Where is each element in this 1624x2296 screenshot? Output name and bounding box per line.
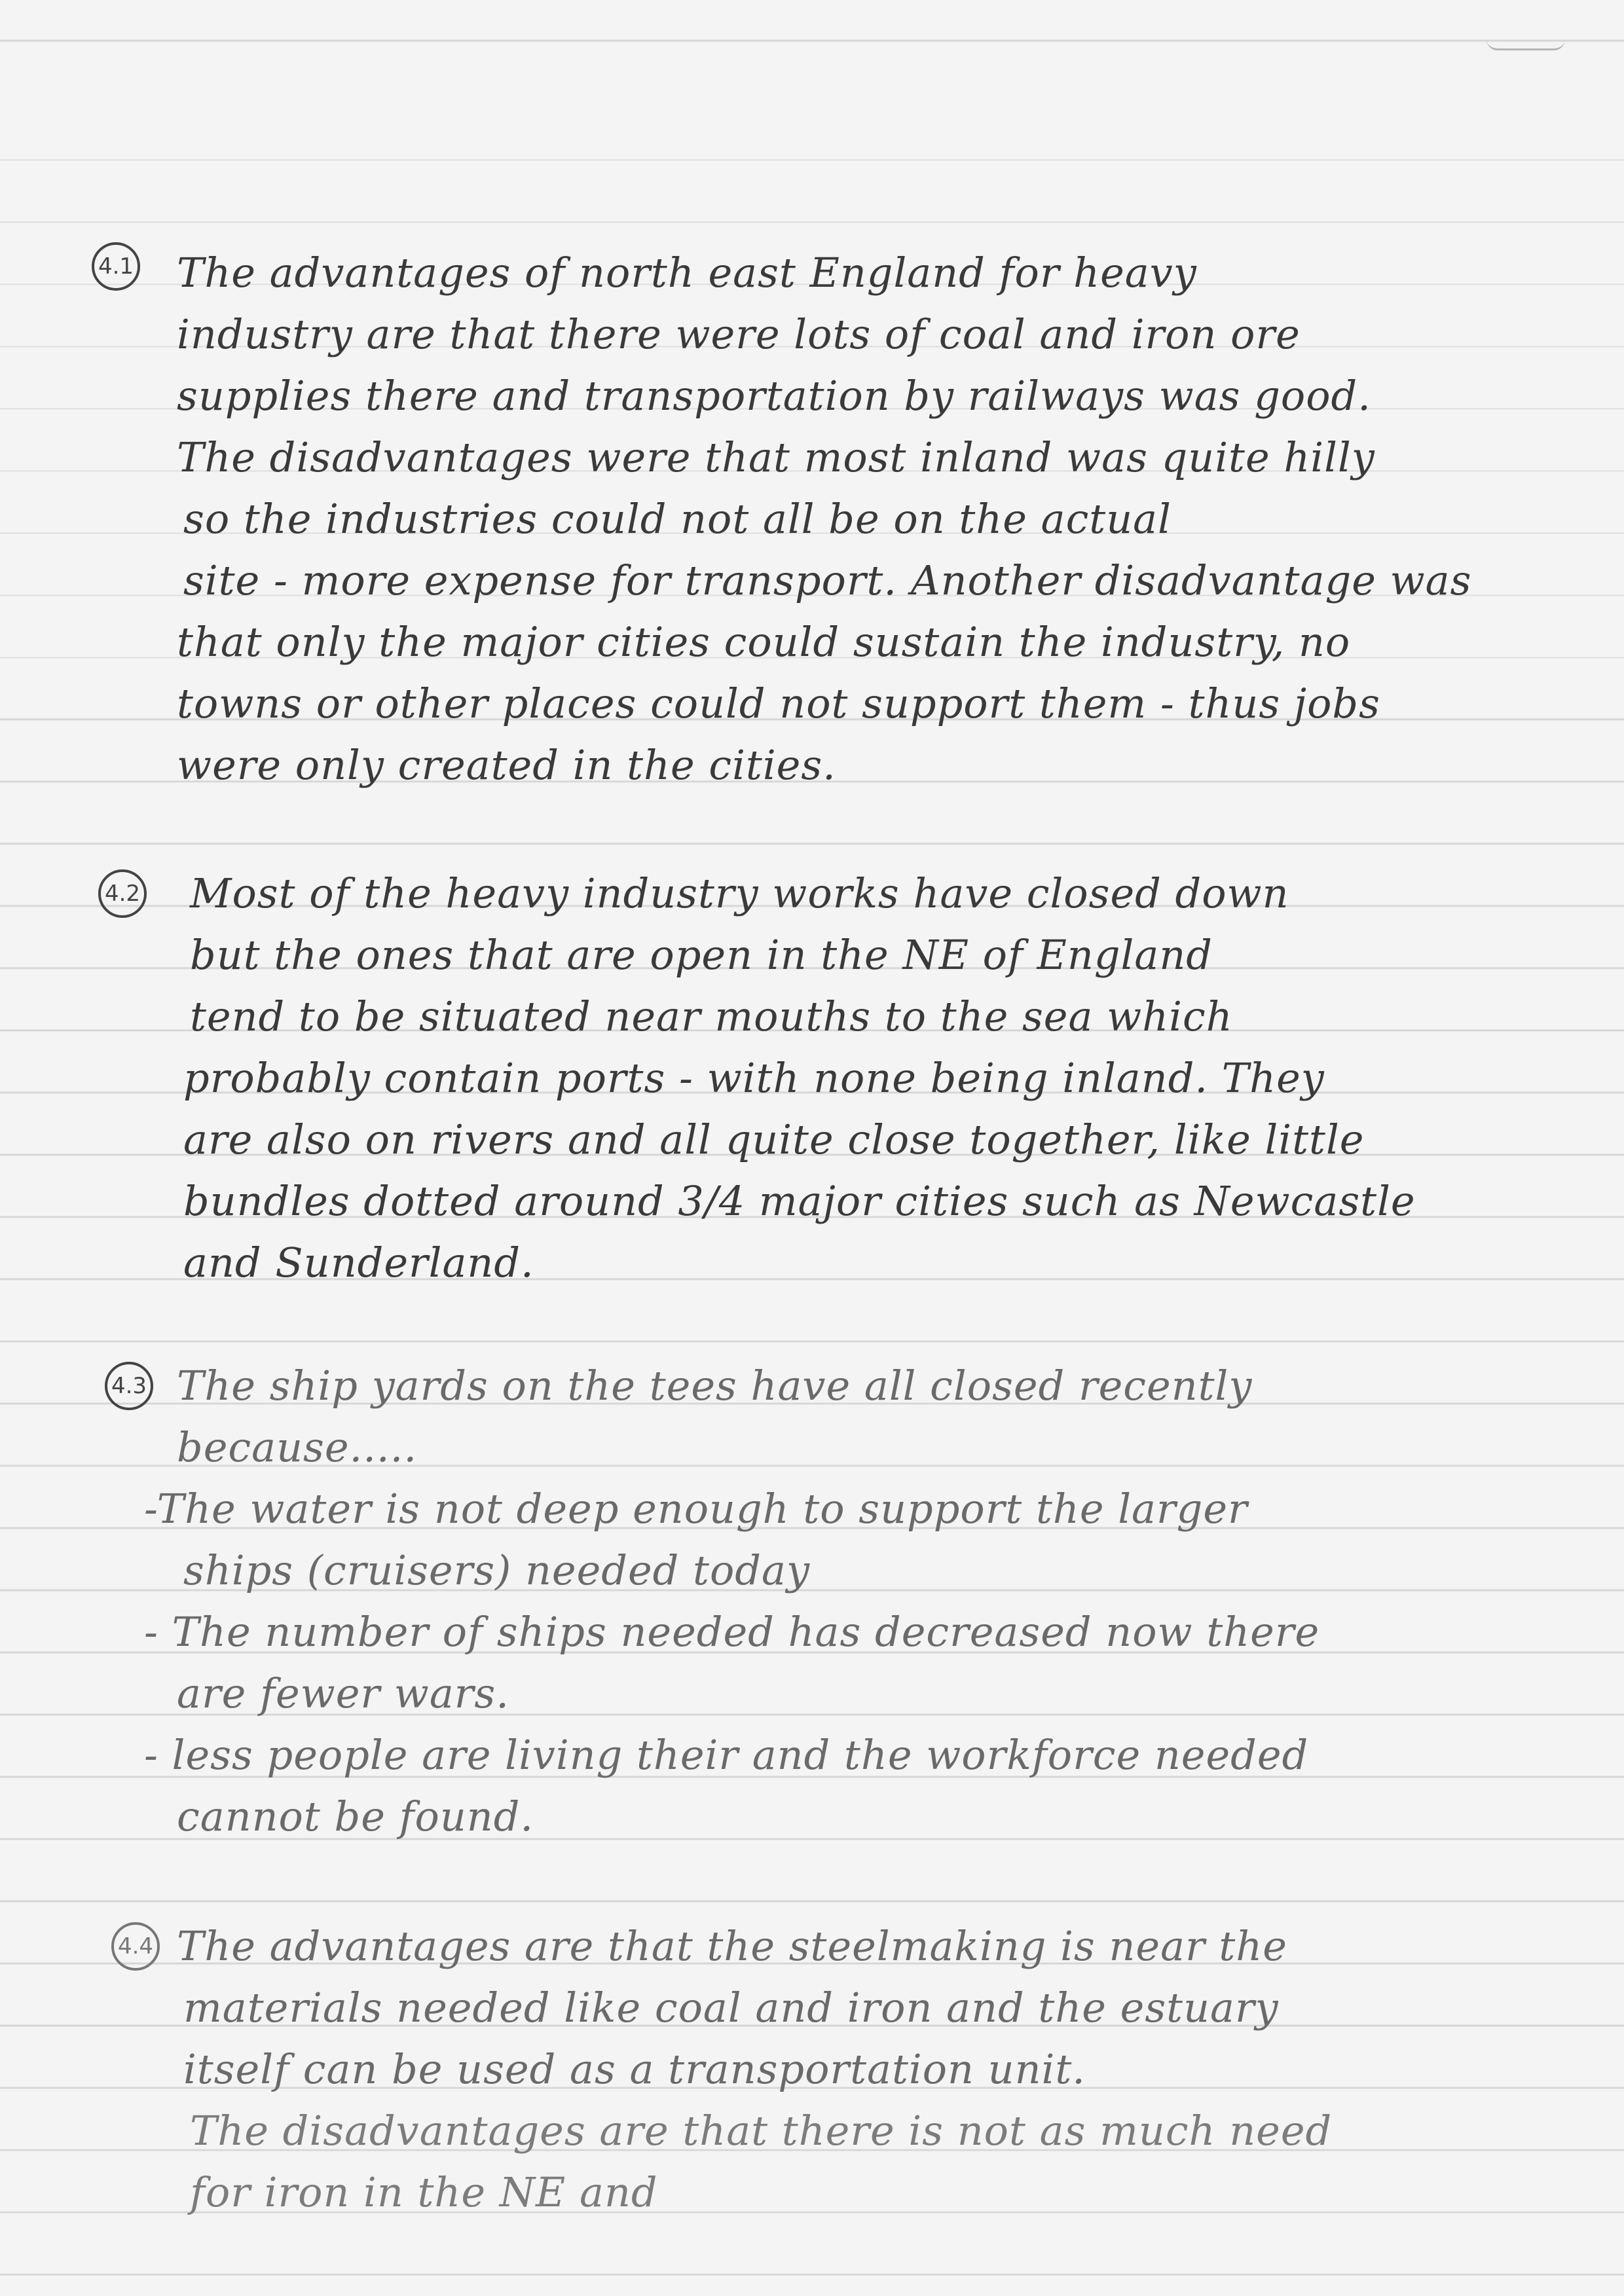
answer-text-line: The advantages are that the steelmaking is near the (177, 1922, 1287, 1970)
answer-text-line: probably contain ports - with none being inland. They (183, 1054, 1325, 1102)
answer-text-line: The advantages of north east England for heavy (177, 249, 1197, 297)
answer-text-line: bundles dotted around 3/4 major cities such as Newcastle (183, 1177, 1416, 1225)
answer-text-line: but the ones that are open in the NE of England (190, 931, 1213, 979)
answer-text-line: are fewer wars. (177, 1669, 509, 1717)
answer-text-line: supplies there and transportation by railways was good. (177, 372, 1371, 420)
answer-text-line: site - more expense for transport. Another disadvantage was (183, 556, 1472, 604)
answer-text-line: - less people are living their and the workforce needed (144, 1731, 1309, 1779)
answer-number-circle: 4.2 (98, 869, 147, 918)
answer-text-line: industry are that there were lots of coal and iron ore (177, 310, 1301, 358)
answer-text-line: The disadvantages are that there is not as much need (190, 2107, 1333, 2155)
pencil-mark (1486, 39, 1565, 50)
answer-number-circle: 4.3 (105, 1362, 153, 1410)
answer-text-line: because..... (177, 1423, 418, 1471)
answer-text-line: itself can be used as a transportation unit. (183, 2045, 1086, 2093)
answer-text-line: materials needed like coal and iron and the estuary (183, 1984, 1279, 2032)
answer-text-line: towns or other places could not support them - thus jobs (177, 680, 1380, 727)
answer-text-line: were only created in the cities. (177, 741, 836, 789)
answer-text-line: ships (cruisers) needed today (183, 1546, 810, 1594)
answer-text-line: -The water is not deep enough to support the larger (144, 1485, 1248, 1533)
answer-text-line: Most of the heavy industry works have closed down (190, 869, 1289, 917)
answer-number-circle: 4.1 (92, 242, 140, 291)
answer-text-line: are also on rivers and all quite close together, like little (183, 1116, 1365, 1163)
answer-text-line: The ship yards on the tees have all closed recently (177, 1362, 1253, 1410)
answer-number-circle: 4.4 (111, 1922, 160, 1971)
answer-text-line: cannot be found. (177, 1793, 534, 1840)
answer-text-line: and Sunderland. (183, 1239, 534, 1286)
answer-text-line: that only the major cities could sustain the industry, no (177, 618, 1351, 666)
answer-text-line: - The number of ships needed has decreased now there (144, 1608, 1320, 1656)
answer-text-line: tend to be situated near mouths to the sea which (190, 993, 1233, 1040)
answer-text-line: The disadvantages were that most inland was quite hilly (177, 433, 1375, 481)
answer-text-line: for iron in the NE and (190, 2168, 658, 2216)
answer-text-line: so the industries could not all be on the actual (183, 495, 1172, 543)
